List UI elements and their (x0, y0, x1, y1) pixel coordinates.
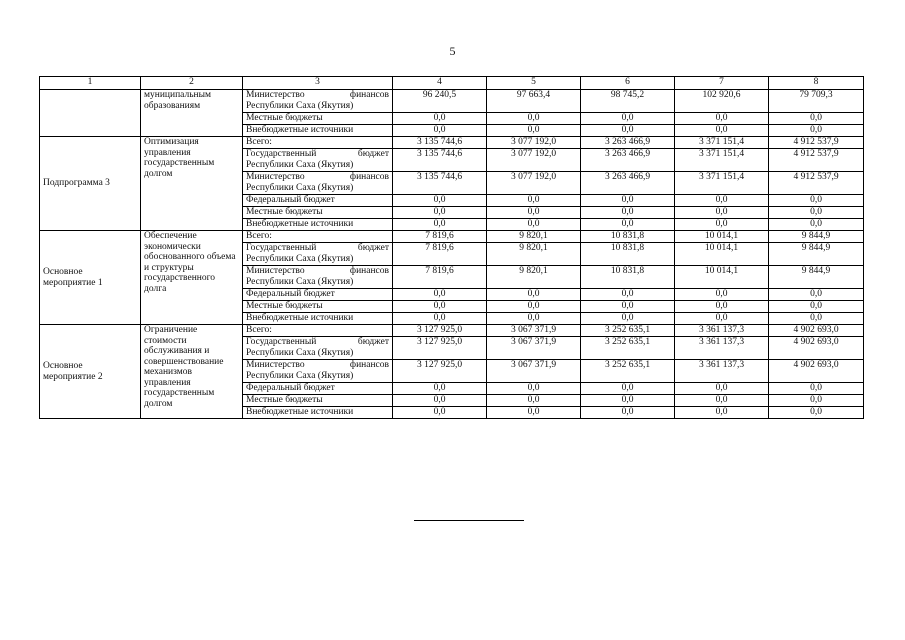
amount-cell: 98 745,2 (581, 90, 675, 113)
amount-cell: 0,0 (769, 407, 864, 419)
amount-cell: 0,0 (581, 195, 675, 207)
funding-source-label: Внебюджетные источники (246, 407, 354, 417)
program-description-cell: Оптимизация управления государственным долгом (141, 137, 243, 231)
funding-source-cell (243, 219, 393, 231)
amount-cell: 79 709,3 (769, 90, 864, 113)
amount-cell: 0,0 (769, 395, 864, 407)
funding-source-label: Государственный бюджет (246, 243, 389, 253)
funding-source-label: Федеральный бюджет (246, 383, 335, 393)
amount-cell: 4 902 693,0 (769, 325, 864, 337)
amount-cell: 0,0 (769, 219, 864, 231)
funding-source-label: Внебюджетные источники (246, 125, 354, 135)
amount-cell: 0,0 (581, 383, 675, 395)
header-cell: 7 (675, 77, 769, 90)
funding-source-label: Федеральный бюджет (246, 195, 335, 205)
funding-source-cell (243, 407, 393, 419)
amount-cell: 10 014,1 (675, 266, 769, 289)
amount-cell: 0,0 (487, 383, 581, 395)
funding-source-label: Внебюджетные источники (246, 219, 354, 229)
funding-source-label: Всего: (246, 325, 272, 335)
funding-source-cell (243, 125, 393, 137)
amount-cell: 0,0 (581, 313, 675, 325)
amount-cell: 3 252 635,1 (581, 325, 675, 337)
funding-source-label: Всего: (246, 231, 272, 241)
funding-source-label-line2: Республики Саха (Якутия) (246, 159, 354, 170)
funding-source-cell (243, 90, 393, 113)
amount-cell: 9 820,1 (487, 266, 581, 289)
funding-source-label: Федеральный бюджет (246, 289, 335, 299)
table-row (40, 231, 864, 243)
amount-cell: 3 077 192,0 (487, 149, 581, 172)
funding-source-cell (243, 113, 393, 125)
amount-cell: 0,0 (675, 125, 769, 137)
amount-cell: 9 820,1 (487, 243, 581, 266)
amount-cell: 10 831,8 (581, 266, 675, 289)
page-number: 5 (449, 44, 456, 58)
amount-cell: 0,0 (487, 195, 581, 207)
amount-cell: 7 819,6 (393, 266, 487, 289)
funding-source-label: Министерство финансов (246, 90, 389, 100)
amount-cell: 0,0 (769, 113, 864, 125)
amount-cell: 0,0 (487, 395, 581, 407)
amount-cell: 3 077 192,0 (487, 172, 581, 195)
amount-cell: 0,0 (581, 219, 675, 231)
amount-cell: 3 127 925,0 (393, 360, 487, 383)
amount-cell: 0,0 (581, 407, 675, 419)
amount-cell: 0,0 (581, 395, 675, 407)
amount-cell: 3 361 137,3 (675, 337, 769, 360)
amount-cell: 0,0 (487, 207, 581, 219)
amount-cell: 3 361 137,3 (675, 325, 769, 337)
amount-cell: 10 014,1 (675, 231, 769, 243)
amount-cell: 0,0 (675, 313, 769, 325)
amount-cell: 0,0 (487, 219, 581, 231)
amount-cell: 7 819,6 (393, 231, 487, 243)
amount-cell: 0,0 (769, 383, 864, 395)
amount-cell: 0,0 (769, 125, 864, 137)
amount-cell: 4 912 537,9 (769, 172, 864, 195)
amount-cell: 0,0 (393, 289, 487, 301)
funding-source-label-line2: Республики Саха (Якутия) (246, 370, 354, 381)
amount-cell: 9 844,9 (769, 243, 864, 266)
amount-cell: 0,0 (675, 219, 769, 231)
funding-source-label: Государственный бюджет (246, 337, 389, 347)
funding-source-cell (243, 149, 393, 172)
amount-cell: 0,0 (769, 207, 864, 219)
program-description-cell: Ограничение стоимости обслуживания и совершенствование механизмов управления государственным долгом (141, 325, 243, 419)
funding-source-cell (243, 325, 393, 337)
amount-cell: 3 127 925,0 (393, 325, 487, 337)
amount-cell: 3 263 466,9 (581, 149, 675, 172)
program-name-cell: Основное мероприятие 1 (40, 231, 141, 325)
amount-cell: 0,0 (581, 301, 675, 313)
amount-cell: 96 240,5 (393, 90, 487, 113)
funding-source-label: Местные бюджеты (246, 207, 323, 217)
amount-cell: 3 371 151,4 (675, 137, 769, 149)
amount-cell: 0,0 (675, 207, 769, 219)
funding-source-label: Всего: (246, 137, 272, 147)
amount-cell: 0,0 (487, 313, 581, 325)
funding-source-cell (243, 289, 393, 301)
amount-cell: 10 014,1 (675, 243, 769, 266)
amount-cell: 0,0 (581, 113, 675, 125)
amount-cell: 0,0 (581, 289, 675, 301)
program-name-cell (40, 90, 141, 137)
funding-source-cell (243, 360, 393, 383)
funding-source-label-line2: Республики Саха (Якутия) (246, 100, 354, 111)
program-name-cell: Подпрограмма 3 (40, 137, 141, 231)
amount-cell: 3 135 744,6 (393, 137, 487, 149)
amount-cell: 3 127 925,0 (393, 337, 487, 360)
header-cell: 4 (393, 77, 487, 90)
amount-cell: 4 902 693,0 (769, 360, 864, 383)
funding-source-cell (243, 395, 393, 407)
funding-source-cell (243, 231, 393, 243)
amount-cell: 0,0 (487, 113, 581, 125)
amount-cell: 3 263 466,9 (581, 172, 675, 195)
funding-source-cell (243, 313, 393, 325)
amount-cell: 0,0 (581, 125, 675, 137)
funding-source-label: Местные бюджеты (246, 301, 323, 311)
amount-cell: 4 902 693,0 (769, 337, 864, 360)
amount-cell: 0,0 (393, 395, 487, 407)
amount-cell: 3 067 371,9 (487, 360, 581, 383)
funding-source-cell (243, 195, 393, 207)
amount-cell: 0,0 (675, 195, 769, 207)
amount-cell: 0,0 (675, 407, 769, 419)
funding-source-cell (243, 172, 393, 195)
program-name-cell: Основное мероприятие 2 (40, 325, 141, 419)
amount-cell: 0,0 (581, 207, 675, 219)
amount-cell: 0,0 (393, 301, 487, 313)
amount-cell: 0,0 (769, 289, 864, 301)
amount-cell: 102 920,6 (675, 90, 769, 113)
funding-source-label: Министерство финансов (246, 266, 389, 276)
amount-cell: 0,0 (675, 113, 769, 125)
funding-source-cell (243, 207, 393, 219)
funding-source-label: Государственный бюджет (246, 149, 389, 159)
amount-cell: 3 371 151,4 (675, 172, 769, 195)
amount-cell: 3 067 371,9 (487, 325, 581, 337)
amount-cell: 3 371 151,4 (675, 149, 769, 172)
amount-cell: 0,0 (769, 195, 864, 207)
amount-cell: 0,0 (393, 313, 487, 325)
header-cell: 5 (487, 77, 581, 90)
amount-cell: 3 263 466,9 (581, 137, 675, 149)
amount-cell: 0,0 (487, 125, 581, 137)
table-row (40, 137, 864, 149)
funding-source-label-line2: Республики Саха (Якутия) (246, 253, 354, 264)
amount-cell: 0,0 (769, 313, 864, 325)
header-cell: 3 (243, 77, 393, 90)
amount-cell: 0,0 (487, 289, 581, 301)
header-row (40, 77, 864, 90)
amount-cell: 0,0 (393, 407, 487, 419)
program-description-cell: Обеспечение экономически обоснованного объема и структуры государственного долга (141, 231, 243, 325)
funding-source-label-line2: Республики Саха (Якутия) (246, 182, 354, 193)
amount-cell: 0,0 (769, 301, 864, 313)
amount-cell: 0,0 (393, 125, 487, 137)
funding-source-cell (243, 266, 393, 289)
amount-cell: 0,0 (675, 395, 769, 407)
budget-table (39, 76, 864, 419)
amount-cell: 7 819,6 (393, 243, 487, 266)
program-description-cell: муниципальным образованиям (141, 90, 243, 137)
funding-source-label: Министерство финансов (246, 360, 389, 370)
funding-source-label: Местные бюджеты (246, 113, 323, 123)
amount-cell: 0,0 (487, 301, 581, 313)
header-cell: 2 (141, 77, 243, 90)
funding-source-label: Местные бюджеты (246, 395, 323, 405)
amount-cell: 4 912 537,9 (769, 149, 864, 172)
amount-cell: 0,0 (393, 113, 487, 125)
header-cell: 6 (581, 77, 675, 90)
funding-source-cell (243, 337, 393, 360)
funding-source-cell (243, 243, 393, 266)
amount-cell: 10 831,8 (581, 243, 675, 266)
amount-cell: 9 844,9 (769, 266, 864, 289)
amount-cell: 0,0 (393, 383, 487, 395)
funding-source-label: Министерство финансов (246, 172, 389, 182)
amount-cell: 9 820,1 (487, 231, 581, 243)
header-cell: 8 (769, 77, 864, 90)
amount-cell: 0,0 (393, 219, 487, 231)
funding-source-label-line2: Республики Саха (Якутия) (246, 276, 354, 287)
header-cell: 1 (40, 77, 141, 90)
funding-source-cell (243, 383, 393, 395)
amount-cell: 3 135 744,6 (393, 149, 487, 172)
amount-cell: 0,0 (675, 383, 769, 395)
table-row (40, 325, 864, 337)
amount-cell: 3 067 371,9 (487, 337, 581, 360)
amount-cell: 0,0 (675, 289, 769, 301)
funding-source-label-line2: Республики Саха (Якутия) (246, 347, 354, 358)
amount-cell: 3 252 635,1 (581, 360, 675, 383)
amount-cell: 3 077 192,0 (487, 137, 581, 149)
amount-cell: 0,0 (487, 407, 581, 419)
amount-cell: 3 361 137,3 (675, 360, 769, 383)
funding-source-cell (243, 301, 393, 313)
amount-cell: 3 252 635,1 (581, 337, 675, 360)
footer-divider (414, 520, 524, 521)
amount-cell: 4 912 537,9 (769, 137, 864, 149)
amount-cell: 10 831,8 (581, 231, 675, 243)
funding-source-label: Внебюджетные источники (246, 313, 354, 323)
amount-cell: 0,0 (393, 207, 487, 219)
funding-source-cell (243, 137, 393, 149)
amount-cell: 0,0 (393, 195, 487, 207)
amount-cell: 3 135 744,6 (393, 172, 487, 195)
amount-cell: 97 663,4 (487, 90, 581, 113)
table-row (40, 90, 864, 113)
amount-cell: 0,0 (675, 301, 769, 313)
amount-cell: 9 844,9 (769, 231, 864, 243)
